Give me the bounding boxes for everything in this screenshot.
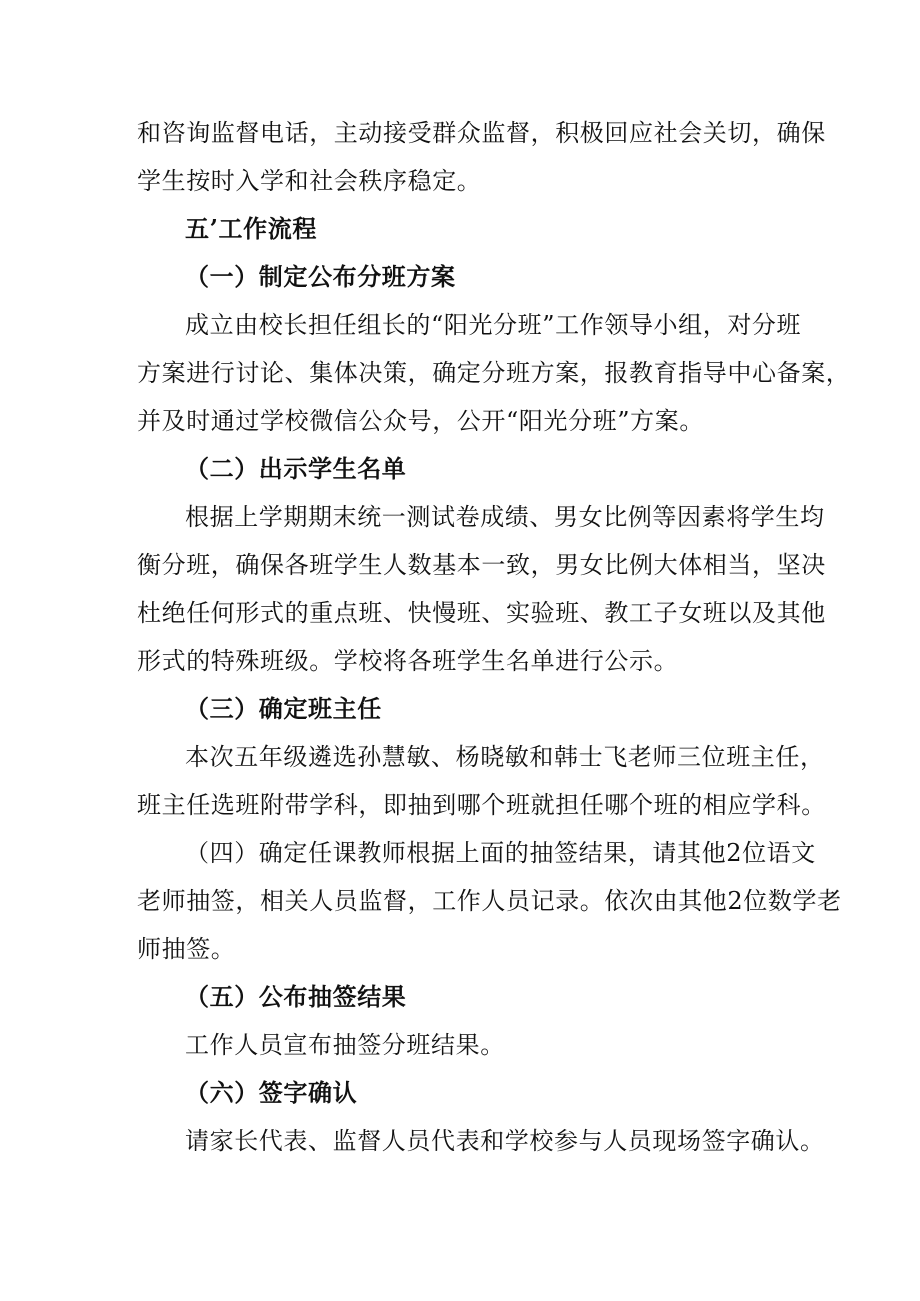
body-text-line: （四）确定任课教师根据上面的抽签结果，请其他2位语文 bbox=[185, 839, 816, 867]
body-text-line: 衡分班，确保各班学生人数基本一致，男女比例大体相当，坚决 bbox=[137, 551, 826, 579]
body-text-line: 班主任选班附带学科，即抽到哪个班就担任哪个班的相应学科。 bbox=[137, 791, 826, 819]
body-text-line: 师抽签。 bbox=[137, 935, 236, 963]
body-text-line: 杜绝任何形式的重点班、快慢班、实验班、教工子女班以及其他 bbox=[137, 599, 826, 627]
body-text-line: 工作人员宣布抽签分班结果。 bbox=[185, 1031, 505, 1059]
section-heading: 五’工作流程 bbox=[185, 214, 317, 243]
body-text-line: 老师抽签，相关人员监督，工作人员记录。依次由其他2位数学老 bbox=[137, 887, 842, 915]
body-text-line: 形式的特殊班级。学校将各班学生名单进行公示。 bbox=[137, 647, 679, 675]
body-text-line: 本次五年级遴选孙慧敏、杨晓敏和韩士飞老师三位班主任， bbox=[185, 743, 825, 771]
subsection-heading: （五）公布抽签结果 bbox=[185, 982, 407, 1011]
subsection-heading: （三）确定班主任 bbox=[185, 694, 382, 723]
body-text-line: 成立由校长担任组长的“阳光分班”工作领导小组，对分班 bbox=[185, 311, 802, 339]
body-text-line: 学生按时入学和社会秩序稳定。 bbox=[137, 167, 482, 195]
subsection-heading: （六）签字确认 bbox=[185, 1078, 358, 1107]
body-text-line: 根据上学期期末统一测试卷成绩、男女比例等因素将学生均 bbox=[185, 503, 825, 531]
subsection-heading: （一）制定公布分班方案 bbox=[185, 262, 456, 291]
body-text-line: 和咨询监督电话，主动接受群众监督，积极回应社会关切，确保 bbox=[137, 119, 826, 147]
body-text-line: 并及时通过学校微信公众号，公开“阳光分班”方案。 bbox=[137, 407, 704, 435]
body-text-line: 方案进行讨论、集体决策，确定分班方案，报教育指导中心备案， bbox=[137, 359, 851, 387]
subsection-heading: （二）出示学生名单 bbox=[185, 454, 407, 483]
body-text-line: 请家长代表、监督人员代表和学校参与人员现场签字确认。 bbox=[185, 1127, 825, 1155]
